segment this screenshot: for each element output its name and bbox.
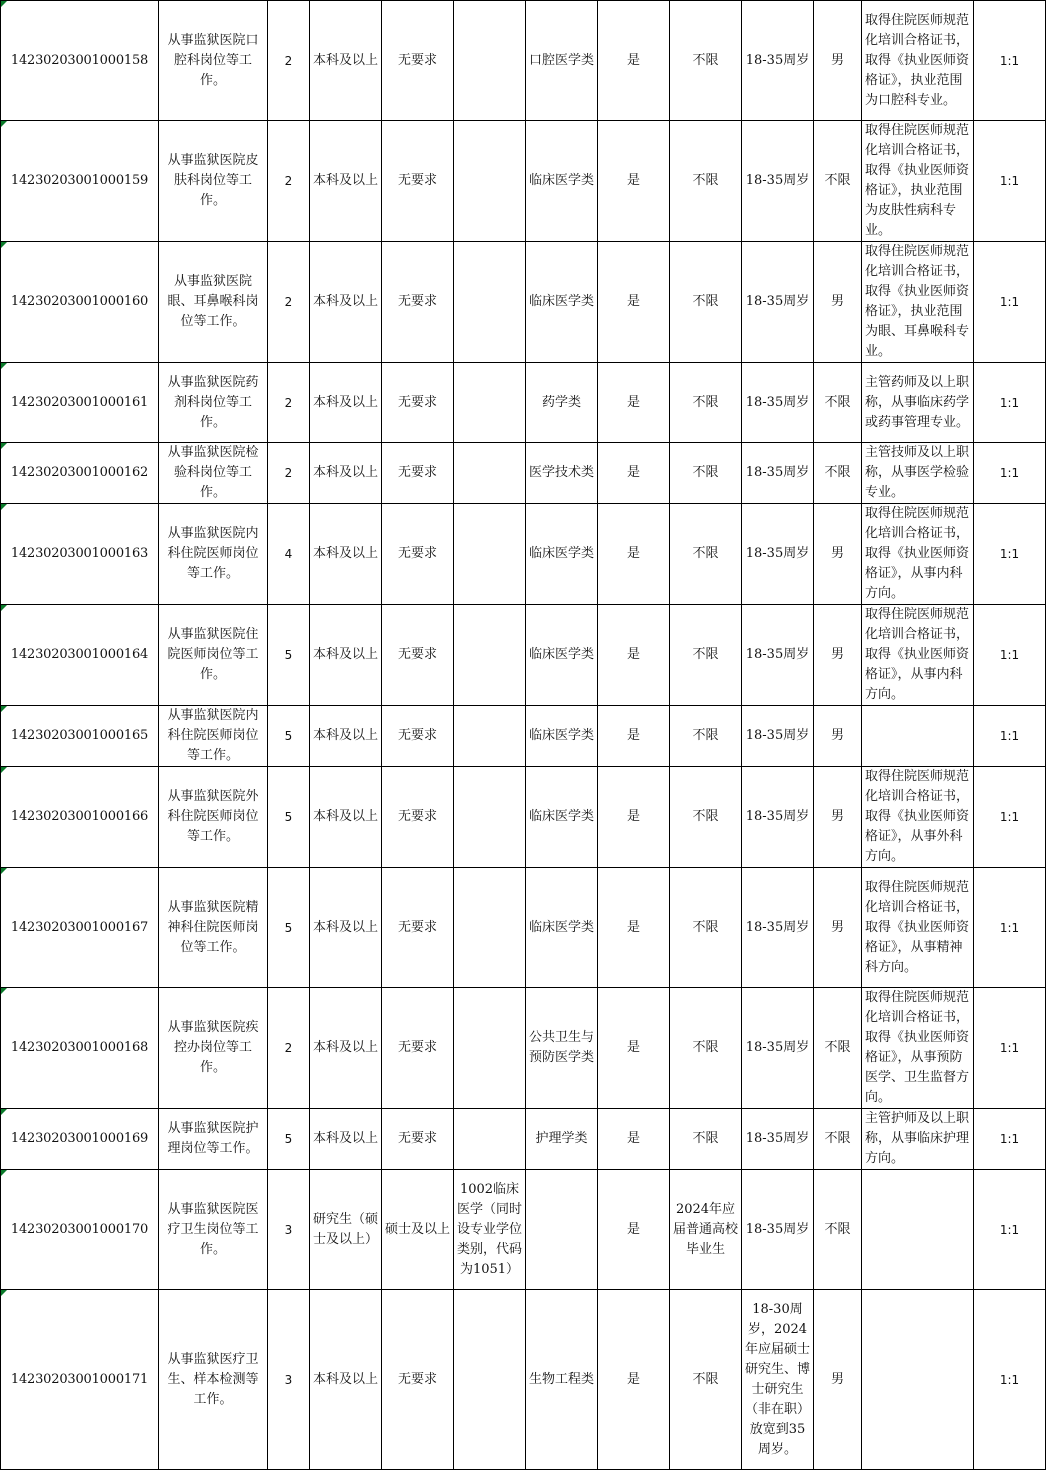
row-age: 18-35周岁 [742,868,814,988]
row-col8: 不限 [670,988,742,1109]
row-education: 本科及以上 [310,1,382,121]
row-education: 本科及以上 [310,767,382,868]
row-other-requirements: 取得住院医师规范化培训合格证书，取得《执业医师资格证》，从事外科方向。 [862,767,974,868]
table-row [1,504,1046,605]
row-count: 5 [268,1109,310,1170]
row-col7: 是 [598,443,670,504]
row-gender: 不限 [814,363,862,443]
row-col8: 不限 [670,504,742,605]
row-code: 14230203001000164 [1,605,159,706]
row-other-requirements: 主管技师及以上职称，从事医学检验专业。 [862,443,974,504]
row-education: 本科及以上 [310,605,382,706]
row-degree: 无要求 [382,1290,454,1470]
row-other-requirements: 主管护师及以上职称，从事临床护理方向。 [862,1109,974,1170]
row-duty: 从事监狱医院检验科岗位等工作。 [159,443,268,504]
row-gender: 不限 [814,443,862,504]
row-education: 本科及以上 [310,121,382,242]
row-category: 药学类 [526,363,598,443]
row-col8: 不限 [670,1109,742,1170]
row-major [454,605,526,706]
row-education: 本科及以上 [310,868,382,988]
table-row [1,121,1046,242]
row-code: 14230203001000161 [1,363,159,443]
table-row [1,868,1046,988]
row-gender: 男 [814,868,862,988]
row-col8: 不限 [670,443,742,504]
table-row [1,1,1046,121]
table-row [1,1170,1046,1290]
row-age: 18-35周岁 [742,767,814,868]
row-code: 14230203001000160 [1,242,159,363]
row-other-requirements: 取得住院医师规范化培训合格证书，取得《执业医师资格证》，执业范围为眼、耳鼻喉科专业。 [862,242,974,363]
row-gender: 男 [814,504,862,605]
row-age: 18-35周岁 [742,1170,814,1290]
row-category [526,1170,598,1290]
table-row [1,988,1046,1109]
row-count: 2 [268,1,310,121]
row-major [454,1109,526,1170]
row-gender: 男 [814,706,862,767]
row-count: 2 [268,121,310,242]
row-ratio: 1:1 [974,504,1046,605]
row-gender: 男 [814,605,862,706]
row-major [454,363,526,443]
row-gender: 男 [814,1290,862,1470]
row-gender: 不限 [814,121,862,242]
row-category: 临床医学类 [526,706,598,767]
row-major [454,504,526,605]
row-gender: 不限 [814,988,862,1109]
row-duty: 从事监狱医院疾控办岗位等工作。 [159,988,268,1109]
row-count: 2 [268,363,310,443]
row-age: 18-35周岁 [742,504,814,605]
row-col8: 不限 [670,706,742,767]
row-duty: 从事监狱医院护理岗位等工作。 [159,1109,268,1170]
table-row [1,242,1046,363]
row-duty: 从事监狱医疗卫生、样本检测等工作。 [159,1290,268,1470]
row-ratio: 1:1 [974,121,1046,242]
row-education: 本科及以上 [310,242,382,363]
row-duty: 从事监狱医院医疗卫生岗位等工作。 [159,1170,268,1290]
row-education: 本科及以上 [310,504,382,605]
row-education: 本科及以上 [310,988,382,1109]
row-duty: 从事监狱医院住院医师岗位等工作。 [159,605,268,706]
row-major [454,242,526,363]
row-degree: 无要求 [382,1,454,121]
row-code: 14230203001000171 [1,1290,159,1470]
table-row [1,1290,1046,1470]
row-code: 14230203001000162 [1,443,159,504]
row-code: 14230203001000167 [1,868,159,988]
row-age: 18-35周岁 [742,605,814,706]
row-major [454,988,526,1109]
row-ratio: 1:1 [974,868,1046,988]
row-ratio: 1:1 [974,706,1046,767]
row-gender: 不限 [814,1109,862,1170]
row-category: 公共卫生与预防医学类 [526,988,598,1109]
row-gender: 男 [814,242,862,363]
row-ratio: 1:1 [974,363,1046,443]
row-count: 2 [268,988,310,1109]
row-degree: 无要求 [382,706,454,767]
row-count: 2 [268,443,310,504]
row-code: 14230203001000163 [1,504,159,605]
row-category: 医学技术类 [526,443,598,504]
row-col7: 是 [598,1,670,121]
row-other-requirements: 取得住院医师规范化培训合格证书，取得《执业医师资格证》，从事内科方向。 [862,504,974,605]
row-degree: 无要求 [382,121,454,242]
row-major [454,868,526,988]
row-ratio: 1:1 [974,242,1046,363]
row-major [454,767,526,868]
row-age: 18-35周岁 [742,706,814,767]
row-col7: 是 [598,605,670,706]
row-code: 14230203001000159 [1,121,159,242]
row-duty: 从事监狱医院外科住院医师岗位等工作。 [159,767,268,868]
row-col7: 是 [598,988,670,1109]
row-count: 5 [268,868,310,988]
row-gender: 男 [814,767,862,868]
row-duty: 从事监狱医院眼、耳鼻喉科岗位等工作。 [159,242,268,363]
row-other-requirements [862,706,974,767]
row-col7: 是 [598,363,670,443]
row-count: 4 [268,504,310,605]
row-col7: 是 [598,1290,670,1470]
table-row [1,767,1046,868]
row-col7: 是 [598,121,670,242]
row-count: 5 [268,605,310,706]
row-education: 本科及以上 [310,706,382,767]
row-education: 本科及以上 [310,1109,382,1170]
row-col8: 不限 [670,767,742,868]
row-other-requirements [862,1290,974,1470]
row-degree: 无要求 [382,988,454,1109]
row-category: 生物工程类 [526,1290,598,1470]
row-duty: 从事监狱医院药剂科岗位等工作。 [159,363,268,443]
row-degree: 无要求 [382,605,454,706]
row-degree: 硕士及以上 [382,1170,454,1290]
row-age: 18-35周岁 [742,443,814,504]
row-col7: 是 [598,1109,670,1170]
row-col8: 不限 [670,242,742,363]
row-ratio: 1:1 [974,1109,1046,1170]
row-count: 3 [268,1290,310,1470]
table-row [1,443,1046,504]
row-other-requirements: 取得住院医师规范化培训合格证书，取得《执业医师资格证》，执业范围为皮肤性病科专业。 [862,121,974,242]
row-category: 临床医学类 [526,605,598,706]
row-ratio: 1:1 [974,605,1046,706]
row-major [454,443,526,504]
row-col7: 是 [598,242,670,363]
row-code: 14230203001000165 [1,706,159,767]
row-count: 5 [268,706,310,767]
row-category: 临床医学类 [526,767,598,868]
row-other-requirements: 取得住院医师规范化培训合格证书，取得《执业医师资格证》，执业范围为口腔科专业。 [862,1,974,121]
row-category: 临床医学类 [526,121,598,242]
row-ratio: 1:1 [974,988,1046,1109]
row-count: 2 [268,242,310,363]
row-age: 18-35周岁 [742,1109,814,1170]
table-row [1,605,1046,706]
row-age: 18-35周岁 [742,242,814,363]
row-other-requirements [862,1170,974,1290]
row-col8: 2024年应届普通高校毕业生 [670,1170,742,1290]
row-code: 14230203001000170 [1,1170,159,1290]
row-other-requirements: 取得住院医师规范化培训合格证书，取得《执业医师资格证》，从事精神科方向。 [862,868,974,988]
row-col8: 不限 [670,1290,742,1470]
row-degree: 无要求 [382,443,454,504]
row-duty: 从事监狱医院皮肤科岗位等工作。 [159,121,268,242]
row-degree: 无要求 [382,767,454,868]
row-duty: 从事监狱医院内科住院医师岗位等工作。 [159,504,268,605]
row-code: 14230203001000166 [1,767,159,868]
row-count: 3 [268,1170,310,1290]
row-education: 研究生（硕士及以上） [310,1170,382,1290]
row-gender: 男 [814,1,862,121]
row-major [454,1,526,121]
row-education: 本科及以上 [310,443,382,504]
row-degree: 无要求 [382,868,454,988]
row-ratio: 1:1 [974,1170,1046,1290]
row-duty: 从事监狱医院内科住院医师岗位等工作。 [159,706,268,767]
table-row [1,363,1046,443]
row-age: 18-35周岁 [742,363,814,443]
row-duty: 从事监狱医院精神科住院医师岗位等工作。 [159,868,268,988]
row-major [454,706,526,767]
row-education: 本科及以上 [310,1290,382,1470]
row-ratio: 1:1 [974,1290,1046,1470]
row-ratio: 1:1 [974,767,1046,868]
row-degree: 无要求 [382,504,454,605]
row-col8: 不限 [670,605,742,706]
row-category: 临床医学类 [526,868,598,988]
row-col7: 是 [598,767,670,868]
row-code: 14230203001000169 [1,1109,159,1170]
row-code: 14230203001000168 [1,988,159,1109]
row-ratio: 1:1 [974,1,1046,121]
row-ratio: 1:1 [974,443,1046,504]
row-degree: 无要求 [382,1109,454,1170]
row-category: 护理学类 [526,1109,598,1170]
table-row [1,706,1046,767]
row-category: 临床医学类 [526,242,598,363]
row-other-requirements: 主管药师及以上职称，从事临床药学或药事管理专业。 [862,363,974,443]
row-age: 18-35周岁 [742,121,814,242]
table-row [1,1109,1046,1170]
row-count: 5 [268,767,310,868]
row-degree: 无要求 [382,363,454,443]
row-age: 18-35周岁 [742,988,814,1109]
row-duty: 从事监狱医院口腔科岗位等工作。 [159,1,268,121]
row-other-requirements: 取得住院医师规范化培训合格证书，取得《执业医师资格证》，从事内科方向。 [862,605,974,706]
row-major [454,1290,526,1470]
row-degree: 无要求 [382,242,454,363]
row-major [454,121,526,242]
row-col7: 是 [598,1170,670,1290]
row-category: 临床医学类 [526,504,598,605]
row-col8: 不限 [670,1,742,121]
row-education: 本科及以上 [310,363,382,443]
row-col8: 不限 [670,121,742,242]
row-col8: 不限 [670,363,742,443]
row-col7: 是 [598,504,670,605]
row-gender: 不限 [814,1170,862,1290]
row-age: 18-30周岁，2024年应届硕士研究生、博士研究生（非在职）放宽到35周岁。 [742,1290,814,1470]
row-other-requirements: 取得住院医师规范化培训合格证书，取得《执业医师资格证》，从事预防医学、卫生监督方向。 [862,988,974,1109]
row-col7: 是 [598,706,670,767]
row-category: 口腔医学类 [526,1,598,121]
row-major: 1002临床医学（同时设专业学位类别，代码为1051） [454,1170,526,1290]
row-col8: 不限 [670,868,742,988]
row-col7: 是 [598,868,670,988]
row-age: 18-35周岁 [742,1,814,121]
row-code: 14230203001000158 [1,1,159,121]
